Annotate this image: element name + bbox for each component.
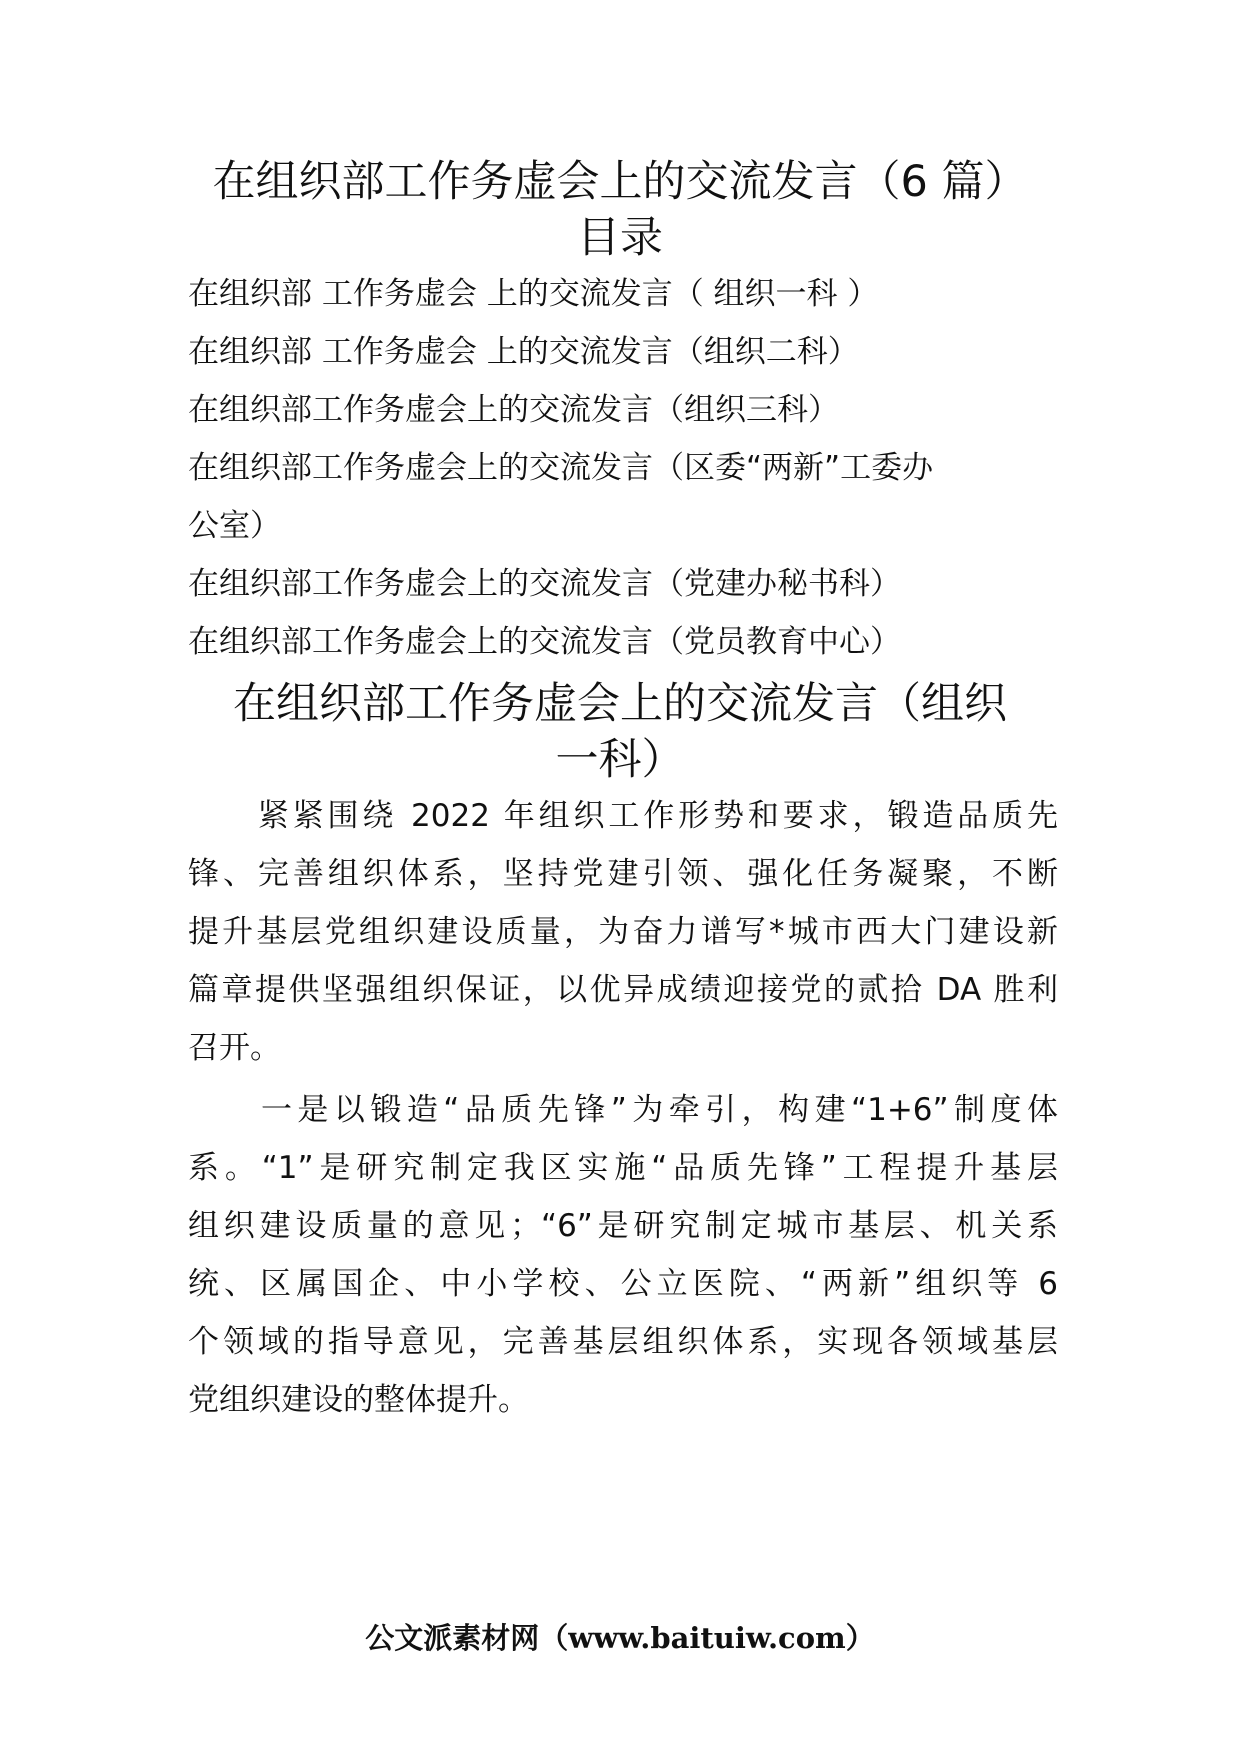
- section-title-line-1: 在组织部工作务虚会上的交流发言（组织: [233, 679, 1007, 729]
- paragraph-2-line-5: 个领域的指导意见，完善基层组织体系，实现各领域基层: [188, 1324, 1058, 1360]
- toc-item-4-continued[interactable]: 公室）: [188, 508, 281, 544]
- toc-item-4[interactable]: 在组织部工作务虚会上的交流发言（区委“两新”工委办: [188, 450, 934, 486]
- paragraph-2-line-4: 统、区属国企、中小学校、公立医院、“两新”组织等 6: [188, 1266, 1058, 1302]
- paragraph-2-line-1: 一是以锻造“品质先锋”为牵引，构建“1+6”制度体: [188, 1092, 1058, 1128]
- main-title: 在组织部工作务虚会上的交流发言（6 篇）: [212, 157, 1028, 207]
- paragraph-2-line-3: 组织建设质量的意见；“6”是研究制定城市基层、机关系: [188, 1208, 1058, 1244]
- toc-title: 目录: [577, 213, 663, 263]
- toc-item-2[interactable]: 在组织部 工作务虚会 上的交流发言（组织二科）: [188, 334, 859, 370]
- paragraph-1-line-5: 召开。: [188, 1030, 281, 1066]
- paragraph-1-line-3: 提升基层党组织建设质量，为奋力谱写*城市西大门建设新: [188, 914, 1058, 950]
- paragraph-1-line-4: 篇章提供坚强组织保证，以优异成绩迎接党的贰拾 DA 胜利: [188, 972, 1058, 1008]
- toc-item-6[interactable]: 在组织部工作务虚会上的交流发言（党员教育中心）: [188, 624, 901, 660]
- toc-item-1[interactable]: 在组织部 工作务虚会 上的交流发言（ 组织一科 ）: [188, 276, 879, 312]
- paragraph-2-line-6: 党组织建设的整体提升。: [188, 1382, 529, 1418]
- footer-source: 公文派素材网（www.baituiw.com）: [365, 1621, 875, 1655]
- toc-item-5[interactable]: 在组织部工作务虚会上的交流发言（党建办秘书科）: [188, 566, 901, 602]
- toc-item-3[interactable]: 在组织部工作务虚会上的交流发言（组织三科）: [188, 392, 839, 428]
- paragraph-1-line-2: 锋、完善组织体系，坚持党建引领、强化任务凝聚，不断: [188, 856, 1058, 892]
- paragraph-2-line-2: 系。“1”是研究制定我区实施“品质先锋”工程提升基层: [188, 1150, 1058, 1186]
- paragraph-1-line-1: 紧紧围绕 2022 年组织工作形势和要求，锻造品质先: [188, 798, 1058, 834]
- section-title-line-2: 一科）: [555, 735, 685, 785]
